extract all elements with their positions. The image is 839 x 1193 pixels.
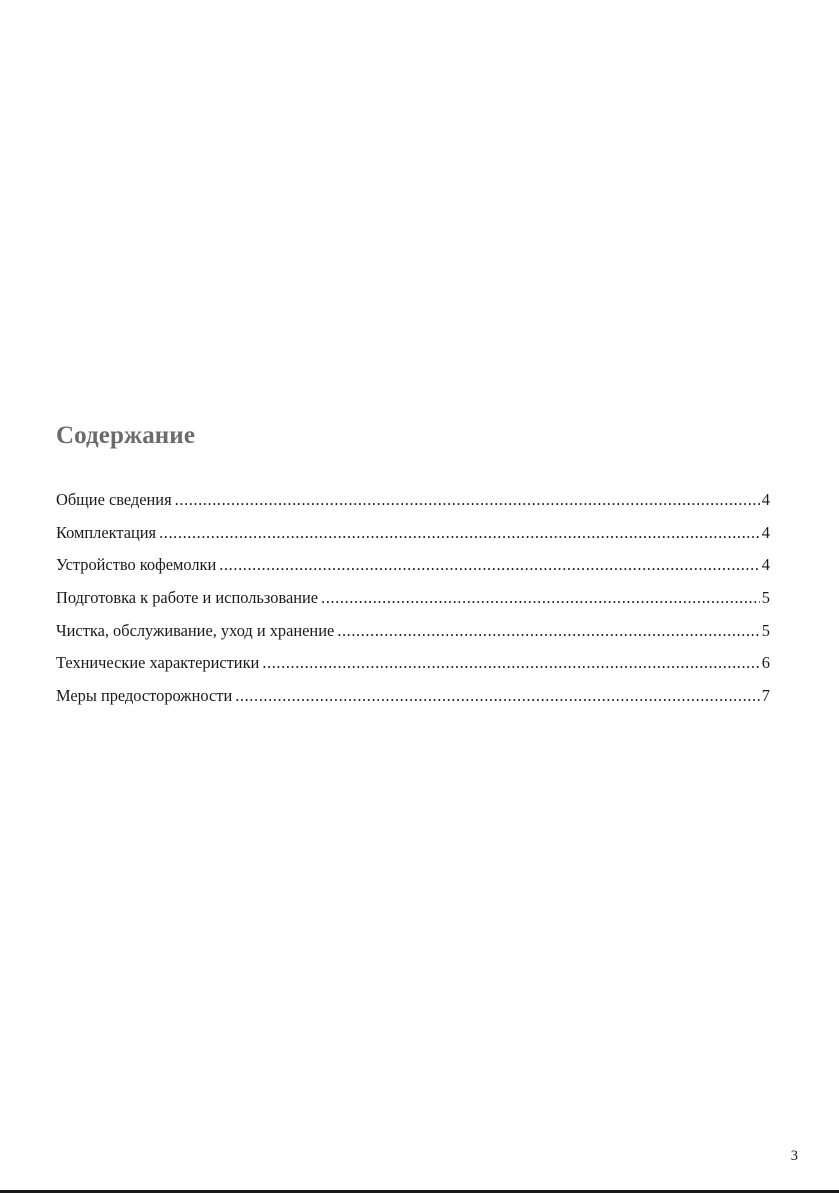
toc-entry-label: Общие сведения (56, 490, 172, 509)
toc-dot-leader (175, 484, 760, 517)
toc-entry-page: 4 (761, 490, 770, 509)
toc-entry-cleaning-and-storage (56, 615, 770, 648)
toc-entry-page: 5 (761, 620, 770, 640)
toc-entry-grinder-design (56, 549, 770, 582)
toc-entry-label: Меры предосторожности (56, 686, 233, 706)
toc-entry-label: Комплектация (56, 522, 157, 542)
toc-entry-page: 4 (761, 522, 770, 542)
toc-entry-specifications (56, 647, 770, 680)
toc-dot-leader (159, 517, 760, 550)
toc-entry-preparation-and-use (56, 582, 770, 615)
toc-entry-safety-precautions (56, 680, 770, 713)
toc-entry-label: Устройство кофемолки (56, 555, 217, 575)
toc-dot-leader (321, 582, 760, 615)
toc-entry-page: 4 (761, 555, 770, 575)
toc-dot-leader (219, 549, 760, 582)
toc-entry-page: 6 (761, 653, 770, 673)
toc-entry-page: 7 (761, 686, 770, 706)
table-of-contents (56, 484, 770, 713)
toc-entry-general-info (56, 484, 770, 517)
toc-entry-label: Технические характеристики (56, 653, 260, 673)
toc-title: Содержание (56, 422, 196, 449)
toc-dot-leader (262, 647, 759, 680)
page-number: 3 (790, 1148, 798, 1164)
toc-dot-leader (235, 680, 760, 713)
toc-entry-package-contents (56, 517, 770, 550)
toc-dot-leader (337, 615, 760, 648)
toc-entry-label: Подготовка к работе и использование (56, 588, 319, 608)
toc-entry-label: Чистка, обслуживание, уход и хранение (56, 620, 335, 640)
toc-entry-page: 5 (761, 588, 770, 608)
